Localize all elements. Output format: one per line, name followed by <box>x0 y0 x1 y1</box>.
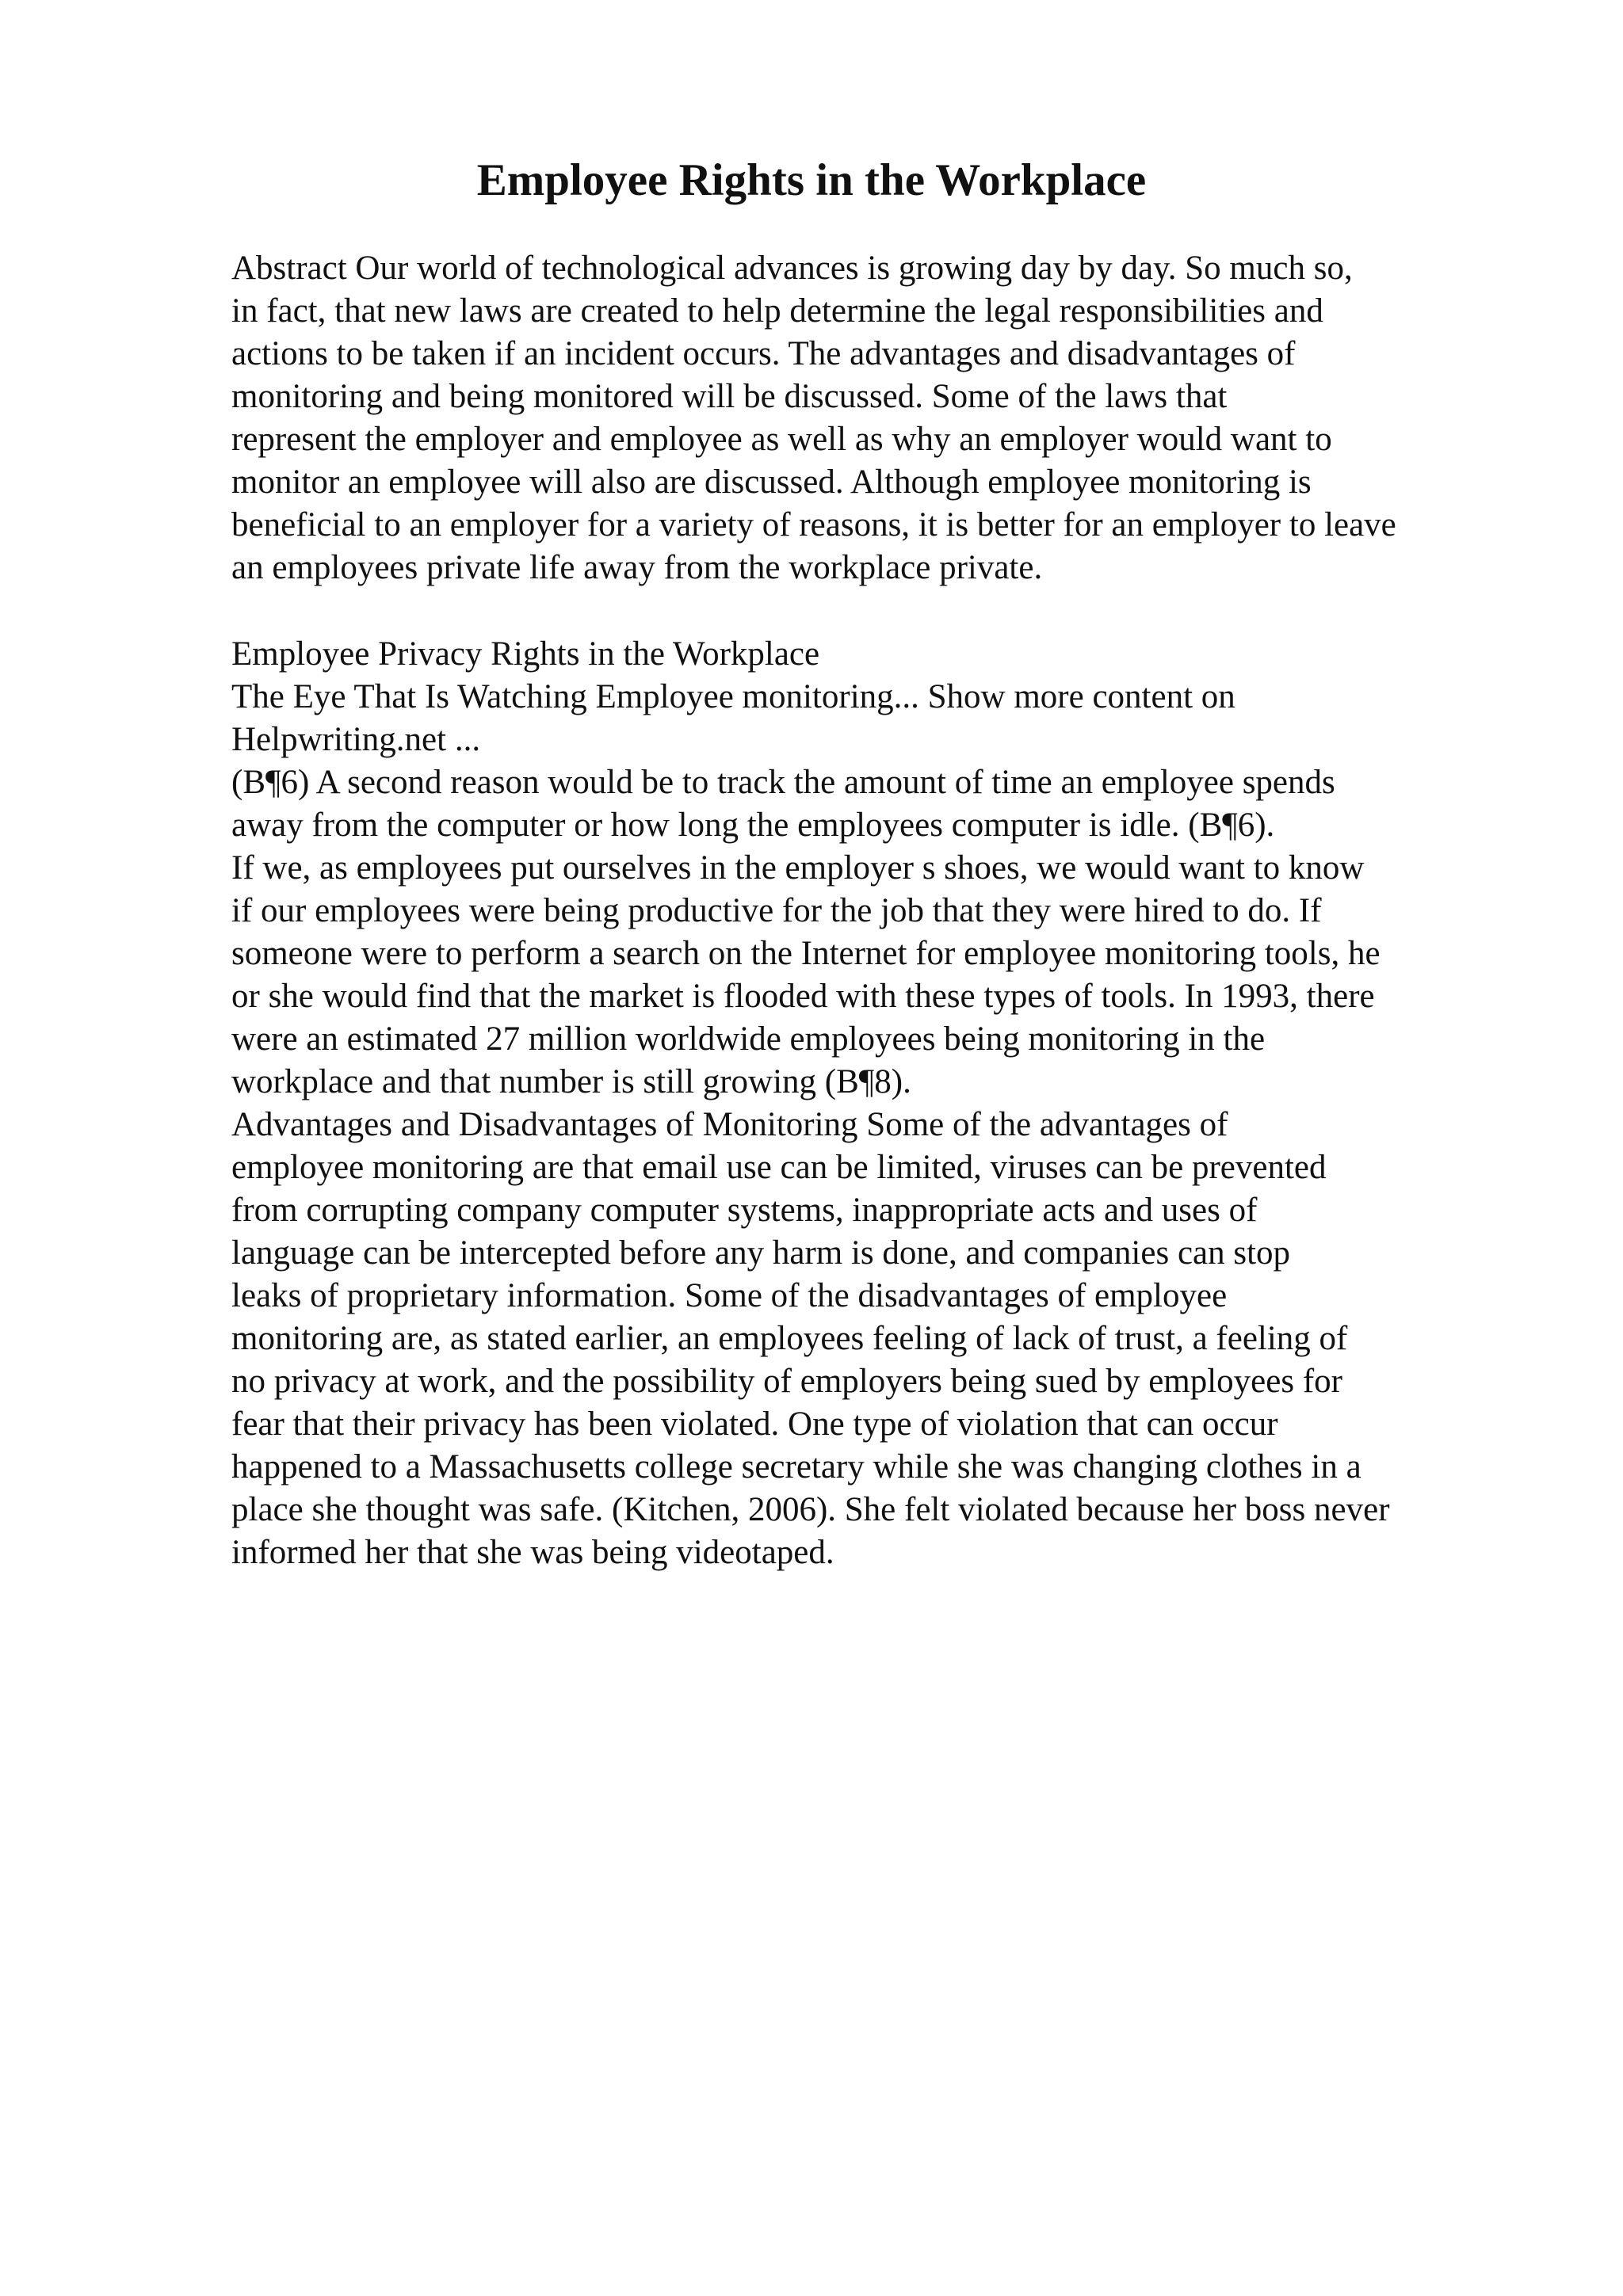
body-line: informed her that she was being videotaped. <box>231 1534 834 1571</box>
abstract-paragraph <box>231 247 1531 589</box>
body-line: Helpwriting.net ... <box>231 721 481 758</box>
body-line: place she thought was safe. (Kitchen, 2006). She felt violated because her boss never <box>231 1491 1390 1528</box>
abstract-line: beneficial to an employer for a variety of reasons, it is better for an employer to leave <box>231 506 1396 543</box>
body-line: leaks of proprietary information. Some of the disadvantages of employee <box>231 1277 1228 1314</box>
body-line: away from the computer or how long the employees computer is idle. (B¶6). <box>231 807 1275 844</box>
section-heading: Employee Privacy Rights in the Workplace <box>231 635 820 673</box>
body-line: if our employees were being productive for the job that they were hired to do. If <box>231 892 1322 929</box>
body-line: If we, as employees put ourselves in the employer s shoes, we would want to know <box>231 849 1365 887</box>
abstract-line: an employees private life away from the workplace private. <box>231 549 1043 586</box>
body-line: no privacy at work, and the possibility of employers being sued by employees for <box>231 1363 1342 1400</box>
body-line: someone were to perform a search on the Internet for employee monitoring tools, he <box>231 935 1381 972</box>
body-line: fear that their privacy has been violated. One type of violation that can occur <box>231 1405 1278 1443</box>
body-line: were an estimated 27 million worldwide employees being monitoring in the <box>231 1020 1266 1058</box>
abstract-line: monitoring and being monitored will be discussed. Some of the laws that <box>231 378 1228 415</box>
body-text-block <box>231 633 1531 1574</box>
abstract-line: actions to be taken if an incident occurs. The advantages and disadvantages of <box>231 335 1296 372</box>
body-line: language can be intercepted before any harm is done, and companies can stop <box>231 1234 1291 1272</box>
abstract-line: represent the employer and employee as well as why an employer would want to <box>231 421 1332 458</box>
document-title: Employee Rights in the Workplace <box>476 155 1147 205</box>
body-line: happened to a Massachusetts college secretary while she was changing clothes in a <box>231 1448 1361 1486</box>
body-line: (B¶6) A second reason would be to track the amount of time an employee spends <box>231 764 1335 801</box>
abstract-line: monitor an employee will also are discussed. Although employee monitoring is <box>231 463 1312 501</box>
abstract-line: in fact, that new laws are created to help determine the legal responsibilities and <box>231 292 1323 330</box>
abstract-line: Abstract Our world of technological advances is growing day by day. So much so, <box>231 250 1353 287</box>
body-line: Advantages and Disadvantages of Monitoring Some of the advantages of <box>231 1106 1228 1143</box>
body-line: from corrupting company computer systems, inappropriate acts and uses of <box>231 1192 1258 1229</box>
body-line: The Eye That Is Watching Employee monitoring... Show more content on <box>231 678 1235 715</box>
body-line: employee monitoring are that email use can be limited, viruses can be prevented <box>231 1149 1327 1186</box>
body-line: or she would find that the market is flooded with these types of tools. In 1993, there <box>231 978 1375 1015</box>
body-line: monitoring are, as stated earlier, an employees feeling of lack of trust, a feeling of <box>231 1320 1348 1357</box>
body-line: workplace and that number is still growing (B¶8). <box>231 1063 911 1100</box>
